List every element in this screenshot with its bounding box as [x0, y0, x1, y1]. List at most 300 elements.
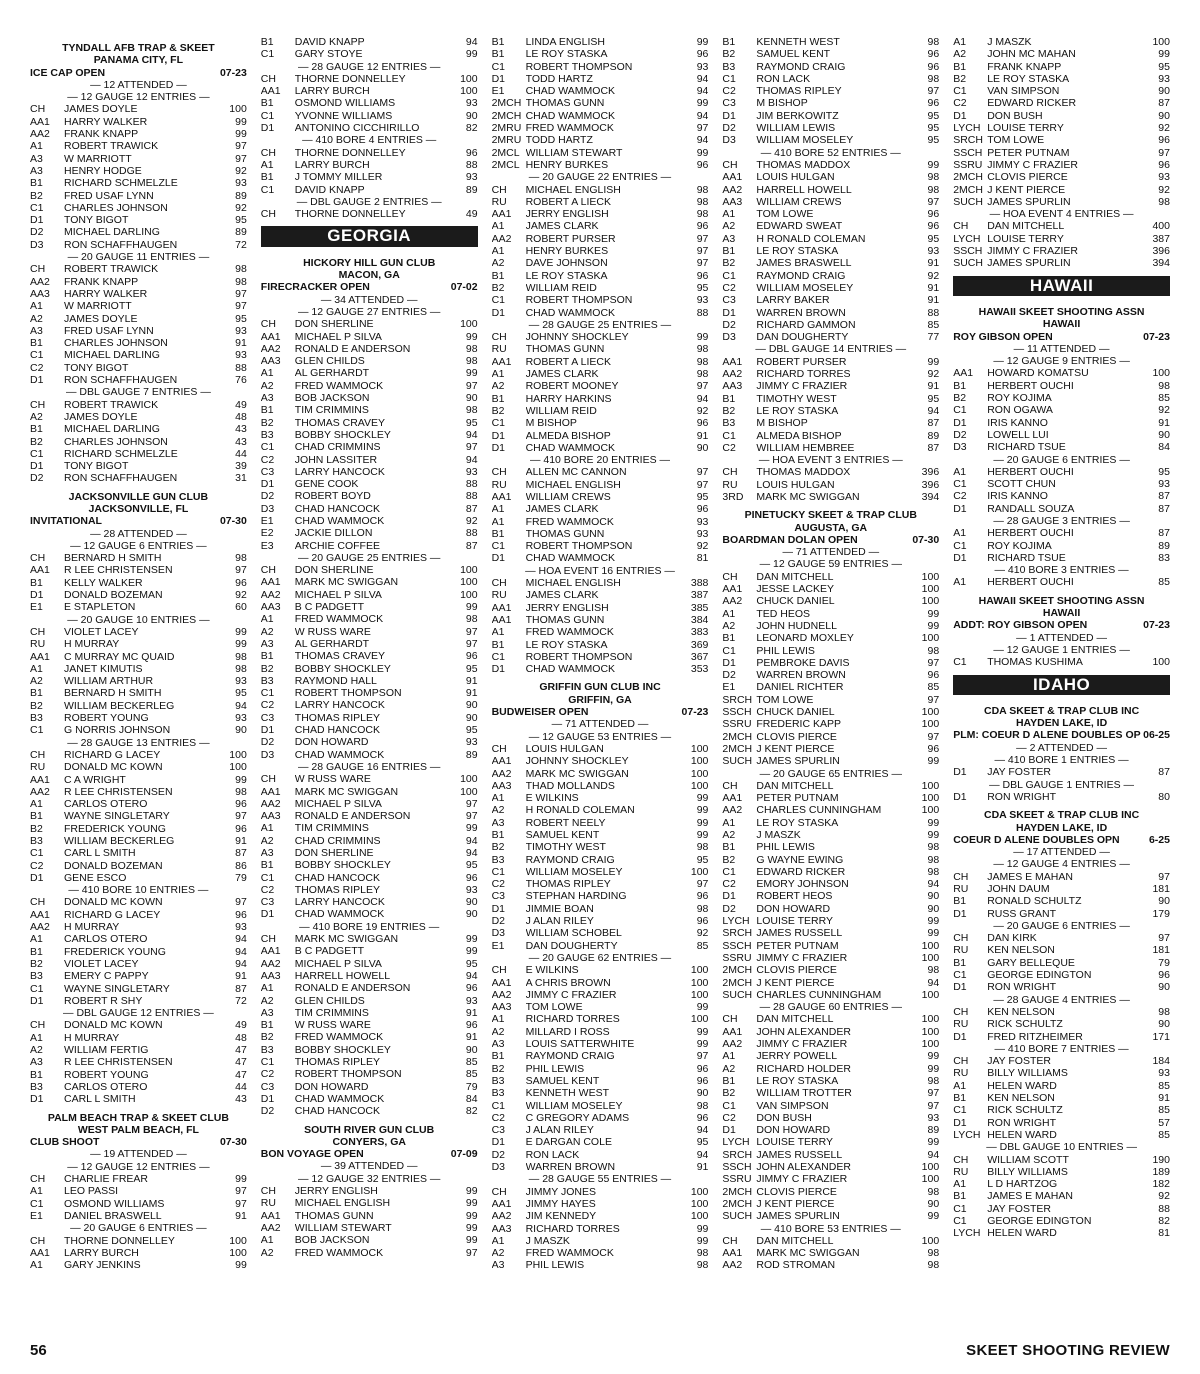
class-label: D2	[722, 122, 736, 135]
class-label: A1	[260, 982, 274, 995]
shooter-name: HERBERT OUCHI	[987, 465, 1074, 478]
result-row	[261, 208, 478, 220]
shooter-name: JOHNNY SHOCKLEY	[525, 331, 629, 344]
class-label: 2MCH	[722, 1197, 753, 1210]
shooter-name: WILLIAM ARTHUR	[64, 675, 154, 688]
shooter-name: JACKIE DILLON	[294, 527, 373, 540]
score: 97	[927, 85, 940, 98]
class-label: 2MCH	[953, 183, 983, 196]
class-label: AA1	[30, 908, 50, 921]
column-1	[30, 36, 247, 1326]
score: 97	[235, 1197, 247, 1210]
score: 100	[460, 785, 478, 798]
shooter-name: CHAD WAMMOCK	[525, 85, 616, 98]
shooter-name: PETER PUTNAM	[756, 939, 839, 952]
shooter-name: MARK MC SWIGGAN	[756, 1247, 860, 1260]
result-row	[953, 73, 1170, 85]
result-row	[722, 755, 939, 767]
score: 44	[235, 1080, 247, 1093]
shooter-name: DANIEL BRASWELL	[64, 1209, 162, 1222]
class-label: C2	[260, 699, 275, 712]
score: 99	[465, 330, 478, 343]
class-label: AA2	[260, 342, 281, 355]
result-row	[261, 650, 478, 662]
score: 94	[927, 976, 940, 989]
score: 99	[465, 48, 478, 61]
result-row	[722, 964, 939, 976]
result-row	[722, 903, 939, 915]
result-row	[492, 1026, 709, 1038]
score: 91	[465, 1031, 478, 1044]
state-banner: GEORGIA	[261, 226, 478, 246]
score: 94	[465, 834, 478, 847]
shooter-name: ROBERT TRAWICK	[64, 263, 159, 276]
shooter-name: THORNE DONNELLEY	[294, 146, 406, 159]
gauge-header: — 12 GAUGE 32 ENTRIES —	[298, 1172, 441, 1185]
shooter-name: ANTONINO CICCHIRILLO	[294, 122, 420, 135]
results-columns	[30, 36, 1170, 1326]
result-row	[722, 171, 939, 183]
class-label: A1	[260, 367, 274, 380]
score: 97	[465, 810, 478, 823]
shooter-name: CHAD HANCOCK	[294, 724, 380, 737]
shooter-name: KENNETH WEST	[525, 1087, 610, 1100]
score: 100	[921, 1025, 940, 1038]
class-label: C1	[30, 349, 44, 362]
score: 98	[465, 404, 478, 417]
score: 394	[921, 490, 940, 503]
result-row	[261, 773, 478, 785]
score: 100	[690, 755, 709, 768]
score: 96	[235, 576, 247, 589]
result-row	[30, 983, 247, 995]
class-label: B1	[260, 404, 274, 417]
class-label: C1	[260, 871, 275, 884]
score: 98	[927, 72, 940, 85]
club-name: JACKSONVILLE GUN CLUB	[68, 490, 209, 503]
shooter-name: L D HARTZOG	[987, 1178, 1058, 1191]
club-city: CONYERS, GA	[332, 1135, 406, 1148]
shooter-name: IRIS KANNO	[987, 490, 1048, 503]
event-line	[953, 331, 1170, 343]
gauge-header: — 20 GAUGE 6 ENTRIES —	[70, 1222, 207, 1235]
class-label: B2	[30, 435, 43, 448]
result-row	[492, 1198, 709, 1210]
shooter-name: DON SHERLINE	[294, 847, 374, 859]
result-row	[722, 583, 939, 595]
shooter-name: RICHARD G LACEY	[64, 908, 161, 921]
result-row	[953, 1178, 1170, 1190]
shooter-name: DON HOWARD	[294, 1080, 369, 1093]
class-label: B2	[260, 416, 274, 429]
result-row	[492, 1247, 709, 1259]
result-row	[722, 184, 939, 196]
result-row	[30, 276, 247, 288]
result-row	[30, 921, 247, 933]
class-label: D2	[722, 902, 736, 915]
class-label: A1	[491, 220, 505, 233]
shooter-name: DON BUSH	[987, 109, 1043, 122]
class-label: SRCH	[722, 1148, 753, 1161]
shooter-name: CHARLES JOHNSON	[64, 337, 168, 350]
score: 98	[235, 650, 247, 663]
class-label: B1	[491, 269, 505, 282]
result-row	[30, 116, 247, 128]
event-line	[492, 706, 709, 718]
shooter-name: VAN SIMPSON	[987, 85, 1060, 98]
result-row	[492, 97, 709, 109]
club-city: HAYDEN LAKE, ID	[1015, 717, 1108, 730]
class-label: B3	[491, 1074, 505, 1087]
shooter-name: WILLIAM MOSELEY	[756, 281, 854, 294]
score: 88	[235, 361, 247, 374]
class-label: SSCH	[953, 245, 983, 258]
shooter-name: RICHARD G LACEY	[64, 748, 161, 761]
result-row	[492, 639, 709, 651]
result-row	[30, 995, 247, 1007]
result-row	[30, 288, 247, 300]
class-label: LYCH	[953, 122, 981, 135]
event-date: 07-23	[219, 66, 247, 79]
class-label: AA2	[491, 232, 512, 245]
shooter-name: RAYMOND CRAIG	[525, 853, 615, 866]
class-label: E1	[491, 85, 505, 98]
gauge-header: — 20 GAUGE 22 ENTRIES —	[528, 171, 672, 184]
score: 96	[927, 60, 940, 73]
class-label: B3	[30, 712, 43, 725]
result-row	[722, 1124, 939, 1136]
shooter-name: J MASZK	[525, 1234, 570, 1247]
class-label: D1	[260, 1092, 275, 1105]
result-row	[953, 1092, 1170, 1104]
score: 190	[1152, 1153, 1170, 1166]
class-label: B1	[30, 177, 43, 190]
class-label: B1	[953, 1092, 967, 1105]
shooter-name: DAN KIRK	[987, 932, 1037, 945]
result-row	[492, 964, 709, 976]
result-row	[722, 743, 939, 755]
score: 394	[1152, 257, 1170, 270]
result-row	[722, 159, 939, 171]
score: 97	[235, 564, 247, 577]
shooter-name: FRED WAMMOCK	[525, 1247, 614, 1260]
score: 184	[1152, 1055, 1170, 1068]
result-row	[30, 1044, 247, 1056]
result-row	[492, 663, 709, 675]
class-label: A1	[30, 1259, 43, 1272]
shooter-name: MICHAEL P SILVA	[294, 588, 382, 601]
score: 93	[465, 171, 478, 184]
score: 96	[927, 97, 940, 110]
score: 99	[927, 927, 940, 940]
result-row	[953, 1067, 1170, 1079]
class-label: AA1	[722, 171, 743, 184]
class-label: LYCH	[953, 1128, 981, 1141]
score: 94	[927, 1148, 940, 1161]
class-label: AA1	[722, 1247, 743, 1260]
score: 98	[927, 865, 940, 878]
score: 90	[465, 699, 478, 712]
result-row	[261, 982, 478, 994]
result-row	[261, 675, 478, 687]
result-row	[261, 1068, 478, 1080]
result-row	[722, 1173, 939, 1185]
shooter-name: LOUISE TERRY	[756, 1136, 834, 1149]
shooter-name: J KENT PIERCE	[987, 183, 1066, 196]
result-row	[30, 933, 247, 945]
class-label: SSCH	[722, 1161, 752, 1174]
class-label: AA2	[30, 128, 50, 141]
result-row	[492, 516, 709, 528]
class-label: 2MCH	[722, 730, 753, 743]
shooter-name: CHARLIE FREAR	[64, 1173, 149, 1186]
class-label: A1	[260, 1234, 274, 1247]
class-label: C1	[30, 724, 44, 737]
class-label: B3	[30, 835, 43, 847]
score: 100	[690, 1210, 709, 1223]
shooter-name: CHUCK DANIEL	[756, 595, 835, 608]
class-label: CH	[491, 466, 507, 479]
class-label: CH	[953, 1153, 969, 1166]
club-header	[722, 509, 939, 558]
class-label: B1	[491, 527, 505, 540]
result-row	[261, 896, 478, 908]
shooter-name: ROBERT PURSER	[525, 232, 616, 245]
result-row	[492, 903, 709, 915]
shooter-name: CARLOS OTERO	[64, 798, 148, 811]
club-header	[30, 491, 247, 540]
score: 96	[927, 48, 940, 61]
class-label: B1	[722, 36, 736, 48]
score: 99	[465, 1234, 478, 1247]
class-label: E1	[491, 939, 505, 952]
attendance: — 19 ATTENDED —	[90, 1148, 187, 1161]
class-label: AA3	[260, 601, 281, 614]
class-label: AA1	[30, 650, 50, 663]
result-row	[30, 810, 247, 822]
shooter-name: LARRY BURCH	[294, 85, 370, 98]
score: 92	[1158, 404, 1170, 417]
class-label: CH	[491, 1185, 507, 1198]
score: 100	[460, 576, 478, 589]
shooter-name: DONALD BOZEMAN	[64, 859, 163, 872]
class-label: D1	[491, 552, 506, 565]
gauge-header: — 410 BORE 1 ENTRIES —	[994, 754, 1129, 767]
shooter-name: CLOVIS PIERCE	[756, 964, 837, 977]
gauge-header: — DBL GAUGE 10 ENTRIES —	[986, 1141, 1137, 1154]
score: 95	[465, 957, 478, 970]
result-row	[261, 147, 478, 159]
shooter-name: J MASZK	[987, 36, 1032, 48]
class-label: D1	[722, 1124, 736, 1137]
shooter-name: WILLIAM LEWIS	[756, 122, 836, 135]
class-label: A1	[953, 465, 967, 478]
result-row	[953, 527, 1170, 539]
class-label: C2	[953, 490, 967, 503]
class-label: AA1	[491, 208, 512, 221]
score: 87	[235, 847, 247, 860]
result-row	[722, 1038, 939, 1050]
shooter-name: EDWARD SWEAT	[756, 220, 843, 233]
shooter-name: C MURRAY MC QUAID	[64, 650, 175, 663]
shooter-name: THOMAS RIPLEY	[756, 85, 842, 98]
score: 90	[465, 392, 478, 405]
result-row	[261, 355, 478, 367]
class-label: SSRU	[722, 1173, 752, 1186]
result-row	[492, 940, 709, 952]
class-label: C2	[260, 1068, 275, 1081]
shooter-name: CHAD WAMMOCK	[525, 552, 616, 565]
result-row	[492, 307, 709, 319]
shooter-name: ROBERT YOUNG	[64, 1068, 149, 1081]
result-row	[953, 233, 1170, 245]
result-row	[261, 736, 478, 748]
result-row	[261, 110, 478, 122]
event-date: 07-23	[1143, 330, 1170, 343]
shooter-name: JAY FOSTER	[987, 1202, 1051, 1215]
result-row	[953, 147, 1170, 159]
shooter-name: JAMES E MAHAN	[987, 1190, 1073, 1203]
score: 95	[696, 281, 709, 294]
class-label: AA2	[260, 588, 281, 601]
result-row	[261, 687, 478, 699]
result-row	[30, 153, 247, 165]
result-row	[261, 367, 478, 379]
result-row	[30, 724, 247, 736]
result-row	[953, 540, 1170, 552]
shooter-name: ROBERT HEOS	[756, 890, 833, 903]
class-label: B2	[260, 1031, 274, 1044]
shooter-name: HELEN WARD	[987, 1079, 1057, 1092]
score: 99	[465, 367, 478, 380]
class-label: AA1	[491, 755, 512, 768]
club-city: MACON, GA	[338, 269, 400, 282]
result-row	[492, 829, 709, 841]
shooter-name: JOHN DAUM	[987, 883, 1050, 895]
class-label: AA2	[722, 595, 743, 608]
shooter-name: DONALD MC KOWN	[64, 896, 163, 909]
shooter-name: GEORGE EDINGTON	[987, 1215, 1092, 1228]
shooter-name: DONALD MC KOWN	[64, 761, 163, 774]
attendance: — 28 ATTENDED —	[90, 527, 187, 540]
score: 87	[1158, 97, 1170, 110]
class-label: CH	[30, 1019, 46, 1032]
club-name: SOUTH RIVER GUN CLUB	[304, 1123, 435, 1136]
shooter-name: THOMAS GUNN	[294, 1209, 374, 1222]
shooter-name: MICHAEL DARLING	[64, 226, 160, 239]
shooter-name: RICHARD TORRES	[756, 368, 851, 381]
class-label: C1	[722, 865, 736, 878]
shooter-name: JAMES CLARK	[525, 589, 599, 602]
result-row	[30, 202, 247, 214]
score: 87	[927, 441, 940, 454]
result-row	[722, 1087, 939, 1099]
class-label: C2	[722, 85, 736, 98]
result-row	[30, 700, 247, 712]
result-row	[261, 589, 478, 601]
result-row	[261, 97, 478, 109]
shooter-name: BOBBY SHOCKLEY	[294, 662, 391, 675]
class-label: D1	[260, 478, 275, 491]
class-label: C1	[491, 865, 506, 878]
class-label: AA1	[722, 1025, 743, 1038]
result-row	[492, 1112, 709, 1124]
score: 94	[696, 109, 709, 122]
result-row	[261, 85, 478, 97]
class-label: D2	[722, 318, 736, 331]
class-label: RU	[953, 944, 969, 957]
class-label: C1	[30, 201, 44, 214]
score: 100	[460, 318, 478, 331]
class-label: B1	[30, 687, 43, 700]
result-row	[261, 1093, 478, 1105]
shooter-name: LARRY HANCOCK	[294, 465, 385, 478]
result-row	[30, 823, 247, 835]
shooter-name: DON SHERLINE	[294, 318, 374, 331]
score: 100	[1152, 656, 1170, 669]
shooter-name: JIMMY HAYES	[525, 1197, 596, 1210]
result-row	[30, 761, 247, 773]
result-row	[492, 270, 709, 282]
class-label: D1	[491, 306, 506, 319]
result-row	[953, 122, 1170, 134]
result-row	[492, 577, 709, 589]
result-row	[722, 866, 939, 878]
class-label: SUCH	[953, 257, 983, 270]
score: 99	[927, 755, 940, 768]
shooter-name: THOMAS RIPLEY	[294, 1056, 380, 1069]
result-row	[722, 48, 939, 60]
score: 97	[696, 257, 709, 270]
result-row	[261, 1019, 478, 1031]
result-row	[30, 798, 247, 810]
score: 98	[696, 355, 709, 368]
result-row	[722, 430, 939, 442]
result-row	[30, 190, 247, 202]
class-label: A1	[953, 36, 967, 48]
result-row	[953, 110, 1170, 122]
score: 179	[1152, 907, 1170, 920]
result-row	[261, 478, 478, 490]
class-label: D1	[953, 502, 967, 515]
gauge-header: — 12 GAUGE 53 ENTRIES —	[528, 730, 672, 743]
score: 31	[235, 472, 247, 485]
score: 92	[235, 164, 247, 177]
event-line	[953, 729, 1170, 741]
result-row	[953, 895, 1170, 907]
score: 87	[465, 502, 478, 515]
class-label: 2MCL	[491, 146, 520, 159]
score: 95	[696, 853, 709, 866]
class-label: C1	[30, 447, 44, 460]
class-label: D3	[491, 1161, 506, 1174]
score: 100	[921, 706, 940, 719]
shooter-name: CLOVIS PIERCE	[756, 1185, 837, 1198]
class-label: B2	[30, 699, 43, 712]
result-row	[722, 405, 939, 417]
gauge-header: — 410 BORE 52 ENTRIES —	[760, 146, 901, 159]
result-row	[722, 466, 939, 478]
class-label: D1	[953, 416, 967, 429]
result-row	[30, 896, 247, 908]
class-label: C2	[722, 878, 736, 891]
score: 98	[696, 1247, 709, 1260]
class-label: CH	[953, 932, 969, 945]
score: 99	[465, 601, 478, 614]
class-label: RU	[491, 195, 507, 208]
shooter-name: FRED WAMMOCK	[525, 515, 614, 528]
shooter-name: KEN NELSON	[987, 1005, 1055, 1018]
